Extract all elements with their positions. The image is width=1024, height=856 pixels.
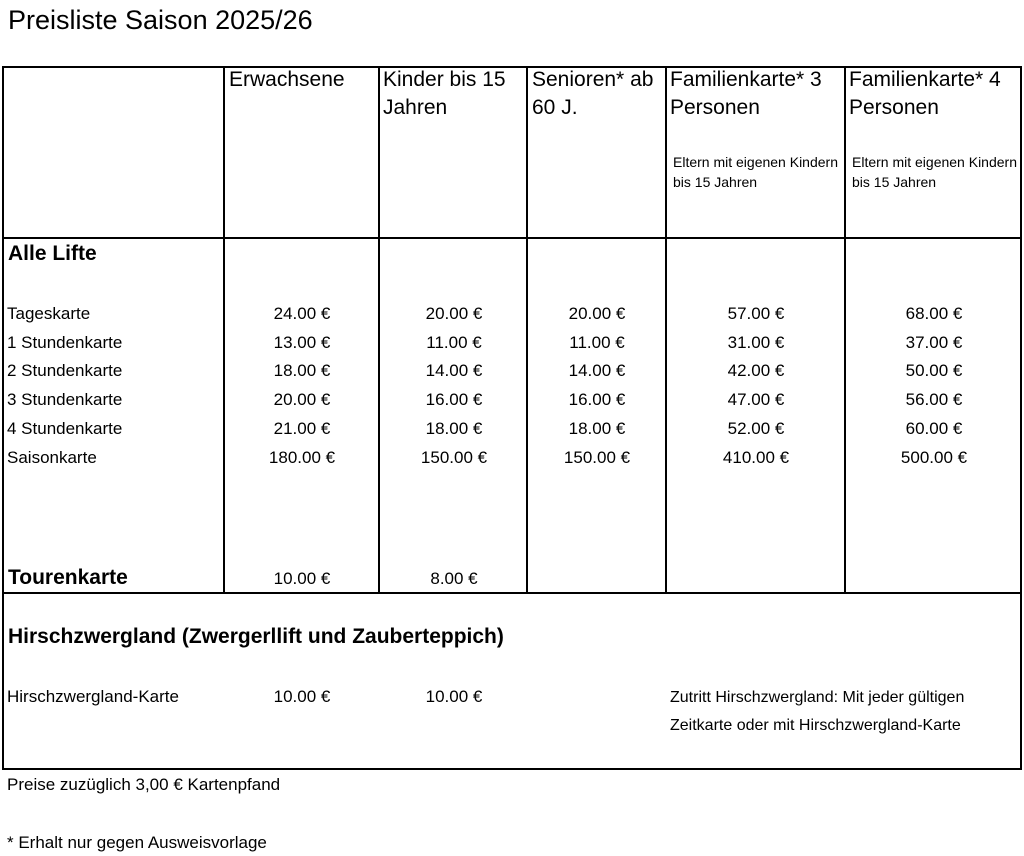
header-family4: Familienkarte* 4 Personen: [849, 68, 1001, 119]
price-cell-senior: 11.00 €: [569, 333, 625, 352]
page-title: Preisliste Saison 2025/26: [8, 5, 313, 35]
section-hirschzwergland: Hirschzwergland (Zwergerllift und Zauberteppich): [8, 625, 504, 648]
price-cell-family4: 37.00 €: [905, 333, 963, 352]
price-cell-family4: 500.00 €: [900, 448, 968, 467]
hirsch-price-adult: 10.00 €: [273, 687, 331, 706]
section-alle-lifte: Alle Lifte: [8, 242, 97, 265]
price-cell-adult: 18.00 €: [273, 361, 331, 380]
price-cell-family3: 52.00 €: [727, 419, 785, 438]
price-cell-family4: 56.00 €: [905, 390, 963, 409]
price-cell-adult: 21.00 €: [273, 419, 331, 438]
price-cell-adult: 180.00 €: [268, 448, 336, 467]
price-cell-family3: 47.00 €: [727, 390, 785, 409]
price-cell-adult: 13.00 €: [273, 333, 331, 352]
price-row-label: 3 Stundenkarte: [7, 390, 123, 409]
price-cell-child: 14.00 €: [425, 361, 483, 380]
price-cell-child: 150.00 €: [420, 448, 488, 467]
price-cell-family4: 50.00 €: [905, 361, 963, 380]
price-row-label: Saisonkarte: [7, 448, 97, 467]
price-cell-child: 20.00 €: [425, 304, 483, 323]
touren-price-child: 8.00 €: [430, 569, 478, 588]
price-cell-child: 11.00 €: [426, 333, 482, 352]
hirsch-note-line2: Zeitkarte oder mit Hirschzwergland-Karte: [670, 717, 961, 734]
price-cell-adult: 20.00 €: [273, 390, 331, 409]
header-adult: Erwachsene: [229, 68, 345, 91]
column-divider: [378, 66, 380, 594]
price-row-label: 2 Stundenkarte: [7, 361, 123, 380]
deposit-note: Preise zuzüglich 3,00 € Kartenpfand: [7, 775, 281, 794]
price-row-label: 1 Stundenkarte: [7, 333, 123, 352]
price-row-label: Tageskarte: [7, 304, 91, 323]
section-tourenkarte: Tourenkarte: [8, 566, 128, 589]
price-cell-child: 16.00 €: [425, 390, 483, 409]
price-cell-family3: 31.00 €: [727, 333, 785, 352]
price-cell-family4: 60.00 €: [905, 419, 963, 438]
column-divider: [526, 66, 528, 594]
hirsch-row-label: Hirschzwergland-Karte: [7, 687, 179, 706]
touren-price-adult: 10.00 €: [273, 569, 331, 588]
price-cell-senior: 18.00 €: [568, 419, 626, 438]
table-left-border: [2, 66, 4, 770]
id-note: * Erhalt nur gegen Ausweisvorlage: [7, 833, 267, 852]
table-bottom-border: [2, 768, 1022, 770]
price-cell-senior: 16.00 €: [568, 390, 626, 409]
header-divider: [2, 237, 1022, 239]
column-divider: [223, 66, 225, 594]
column-divider: [844, 66, 846, 594]
header-senior: Senioren* ab 60 J.: [532, 68, 654, 119]
header-family3: Familienkarte* 3 Personen: [670, 68, 822, 119]
price-cell-senior: 150.00 €: [563, 448, 631, 467]
price-cell-family3: 410.00 €: [722, 448, 790, 467]
price-cell-senior: 14.00 €: [568, 361, 626, 380]
hirsch-price-child: 10.00 €: [425, 687, 483, 706]
family4-note: Eltern mit eigenen Kindern bis 15 Jahren: [852, 154, 1017, 190]
price-cell-senior: 20.00 €: [568, 304, 626, 323]
hirsch-note-line1: Zutritt Hirschzwergland: Mit jeder gültigen: [670, 689, 965, 706]
price-row-label: 4 Stundenkarte: [7, 419, 123, 438]
price-cell-family3: 42.00 €: [727, 361, 785, 380]
price-cell-family3: 57.00 €: [727, 304, 785, 323]
price-cell-child: 18.00 €: [425, 419, 483, 438]
column-divider: [665, 66, 667, 594]
section-divider: [2, 592, 1022, 594]
price-cell-family4: 68.00 €: [905, 304, 963, 323]
price-cell-adult: 24.00 €: [273, 304, 331, 323]
family3-note: Eltern mit eigenen Kindern bis 15 Jahren: [673, 154, 838, 190]
header-child: Kinder bis 15 Jahren: [383, 68, 506, 119]
